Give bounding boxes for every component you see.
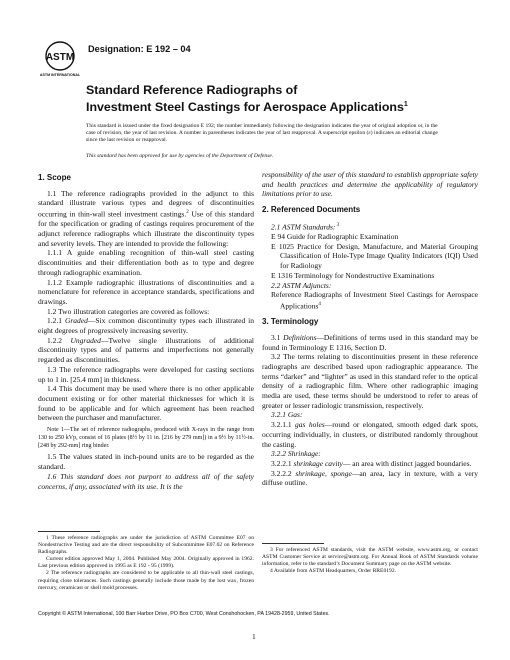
paragraph-1-5: 1.5 The values stated in inch-pound units are to be regarded as the standard. — [38, 452, 254, 472]
footnote-1-edition: Current edition approved May 1, 2004. Published May 2004. Originally approved in 1962. Last previous edition approved in 1995 as E 192 - 95 (1999). — [38, 556, 254, 570]
right-column — [262, 170, 478, 488]
paragraph-2-1: 2.1 ASTM Standards: $^3$ — [271, 222, 340, 232]
paragraph-1-3: 1.3 The reference radiographs were developed for casting sections up to 1 in. [25.4 mm] in thickness. — [38, 364, 254, 384]
footnote-rule-right — [262, 543, 324, 544]
designation: Designation: E 192 – 04 — [88, 44, 191, 54]
section-heading-terminology: 3. Terminology — [262, 317, 319, 327]
paragraph-3-2-2-2: 3.2.2.2 shrinkage, sponge—an area, lacy in texture, with a very diffuse outline. — [262, 468, 479, 488]
copyright-line: Copyright © ASTM International, 100 Barr Harbor Drive, PO Box C700, West Conshohocken, PA 19428-2959, United States. — [38, 611, 330, 617]
paragraph-1-1-2: 1.1.2 Example radiographic illustrations of discontinuities and a nomenclature for reference in acceptance standards, specifications and drawings. — [38, 277, 254, 306]
title-footnote-marker: 1 — [403, 100, 408, 108]
left-column — [38, 167, 254, 491]
footnotes-right — [262, 547, 478, 575]
footnote-1: 1 These reference radiographs are under the jurisdiction of ASTM Committee E07 on Nondestructive Testing and are the direct responsibility of Subcommittee E07.02 on Reference Radiographs. — [38, 535, 254, 556]
paragraph-2-2: 2.2 ASTM Adjuncts: — [271, 280, 332, 290]
svg-text:ASTM: ASTM — [45, 52, 75, 63]
issuance-note: This standard is issued under the fixed designation E 192; the number immediately following the designation indicates the year of original adoption or, in the case of revision, the year of last revision. A number in parentheses indicates the year of last reapproval. A superscript epsilon (ε) indicates an editorial change since the last revision or reapproval. — [86, 123, 438, 144]
title-line-2: Investment Steel Castings for Aerospace Applications — [86, 99, 404, 114]
paragraph-3-2-1: 3.2.1 Gas: — [271, 410, 303, 420]
astm-logo — [40, 38, 80, 78]
paragraph-1-6-continued: responsibility of the user of this standard to establish appropriate safety and health practices and determine the applicability of regulatory limitations prior to use. — [262, 170, 478, 199]
footnote-2: 2 The reference radiographs are considered to be applicable to all thin-wall steel castings, requiring close tolerances. Such castings generally include those made by the lost wax, frozen mercury, ceramicast or shell mold processes. — [38, 570, 254, 591]
paragraph-3-2-2-1: 3.2.2.1 shrinkage cavity— an area with distinct jagged boundaries. — [271, 458, 472, 468]
title-line-1: Standard Reference Radiographs of — [86, 83, 298, 97]
page-number: 1 — [252, 632, 256, 641]
footnote-rule-left — [38, 531, 100, 532]
reference-e1025: E 1025 Practice for Design, Manufacture, and Material Grouping Classification of Hole-Type Image Quality Indicators (IQI) Used for Radiology — [271, 241, 478, 271]
footnote-3: 3 For referenced ASTM standards, visit the ASTM website, www.astm.org, or contact ASTM Customer Service at service@astm.org. For Annual Book of ASTM Standards volume information, refer to the standard’s Document Summary page on the ASTM website. — [262, 547, 478, 568]
paragraph-1-1: 1.1 The reference radiographs provided in the adjunct to this standard illustrate various types and degrees of discontinuities occurring in thin-wall steel investment castings.$^2$ Use of this standard for the specification or grading of castings requires procurement of the adjunct reference radiographs which illustrate the discontinuity types and severity levels. They are intended to provide the following: — [38, 188, 255, 248]
reference-e94: E 94 Guide for Radiographic Examination — [271, 232, 399, 242]
paragraph-3-2-1-1: 3.2.1.1 gas holes—round or elongated, smooth edged dark spots, occurring individually, in clusters, or distributed randomly throughout the casting. — [262, 420, 479, 449]
document-title — [86, 84, 416, 114]
paragraph-1-1-1: 1.1.1 A guide enabling recognition of thin-wall steel casting discontinuities and their differentiation both as to type and degree through radiographic examination. — [38, 248, 254, 277]
paragraph-1-4: 1.4 This document may be used where there is no other applicable document existing or for other material thicknesses for which it is found to be applicable and for which agreement has been reached between the purchaser and manufacturer. — [38, 384, 254, 423]
section-heading-scope: 1. Scope — [38, 173, 71, 182]
note-1: Note 1—The set of reference radiographs, produced with X-rays in the range from 130 to 250 kVp, consist of 16 plates (8½ by 11 in. [216 by 279 mm]) in a 9½ by 11½-in. [248 by 292-mm] ring binder. — [38, 427, 254, 449]
footnotes-left — [38, 535, 254, 592]
paragraph-1-2: 1.2 Two illustration categories are covered as follows: — [47, 306, 210, 316]
paragraph-1-2-1: 1.2.1 Graded—Six common discontinuity types each illustrated in eight degrees of progressively increasing severity. — [38, 316, 255, 336]
paragraph-3-2-2: 3.2.2 Shrinkage: — [271, 449, 321, 459]
paragraph-3-2: 3.2 The terms relating to discontinuities present in these reference radiographs are described based upon radiographic appearance. The terms “darker” and “lighter” as used in this standard refer to the optical density of a radiographic film. Where other radiographic imaging media are used, these terms should be understood to refer to areas of greater or lesser radiologic transmission, respectively. — [262, 352, 478, 410]
paragraph-1-2-2: 1.2.2 Ungraded—Twelve single illustrations of additional discontinuity types and of patterns and imperfections not generally regarded as discontinuities. — [38, 335, 254, 365]
reference-adjunct: Reference Radiographs of Investment Steel Castings for Aerospace Applications$^4$ — [271, 290, 478, 311]
paragraph-3-1: 3.1 Definitions—Definitions of terms used in this standard may be found in Terminology E 1316, Section D. — [262, 332, 478, 352]
footnote-4: 4 Available from ASTM Headquarters, Order RRE0192. — [270, 568, 397, 575]
reference-e1316: E 1316 Terminology for Nondestructive Examinations — [271, 270, 435, 280]
section-heading-referenced-documents: 2. Referenced Documents — [262, 205, 361, 215]
paragraph-1-6: 1.6 This standard does not purport to address all of the safety concerns, if any, associated with its use. It is the — [38, 471, 254, 491]
dod-approval-note: This standard has been approved for use by agencies of the Department of Defense. — [86, 153, 274, 159]
svg-text:ASTM INTERNATIONAL: ASTM INTERNATIONAL — [40, 73, 80, 77]
